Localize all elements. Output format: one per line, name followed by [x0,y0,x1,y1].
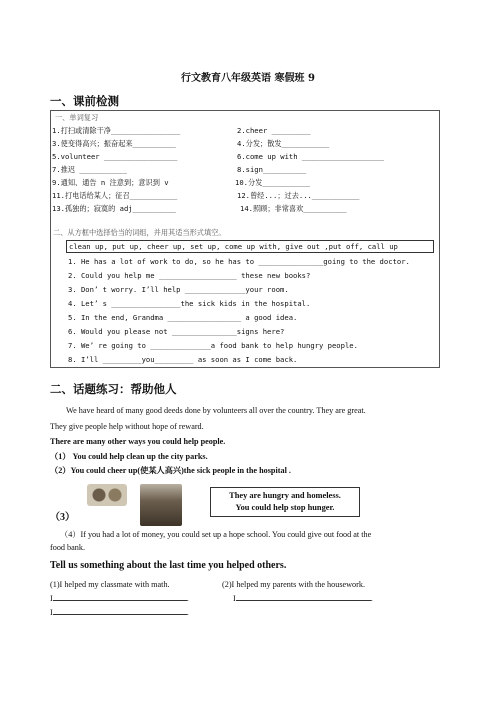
answer-prefix: I [50,594,53,603]
fill-sentence: 2. Could you help me __________________ these new books? [68,271,311,280]
answer-period: . [186,594,189,603]
vocab-item: 10.分发___________ [235,178,310,187]
hunger-callout [210,487,360,517]
answer-blank[interactable] [53,614,187,615]
answer-period: . [370,594,373,603]
vocab-item: 5.volunteer _________________ [52,152,178,161]
fill-sentence: 6. Would you please not _______________signs here? [68,327,285,336]
hungry-people-photo [87,484,127,506]
answer-period: . [186,608,189,617]
vocab-item: 9.通知、通告 n 注意到；意识到 v [52,178,169,187]
intro-text: We have heard of many good deeds done by volunteers all over the country. They are great. [66,406,366,415]
fill-sentence: 8. I’ll _________you_________ as soon as I come back. [68,355,298,364]
answer-blank[interactable] [53,600,187,601]
answer-line-2[interactable] [233,594,373,603]
point-3-label: （3） [50,512,75,523]
vocab-item: 7.推迟 ___________ [52,165,127,174]
vocab-item: 3.使变得高兴；振奋起来__________ [52,139,176,148]
fill-sentence: 3. Don’ t worry. I’ll help ______________your room. [68,285,289,294]
point-4-cont: food bank. [50,543,86,552]
example-2: (2)I helped my parents with the housework. [222,580,366,589]
ways-heading: There are many other ways you could help people. [50,437,226,446]
document-title: 行文教育八年级英语 寒假班 9 [181,73,315,84]
vocab-item: 1.打扫或清除干净________________ [52,126,181,135]
answer-line-3[interactable] [50,608,189,617]
point-4: （4）If you had a lot of money, you could set up a hope school. You could give out food at the [60,530,372,539]
answer-blank[interactable] [236,600,371,601]
answer-line-1[interactable] [50,594,189,603]
vocab-item: 4.分发；散发___________ [237,139,330,148]
fill-sentence: 4. Let’ s ________________the sick kids in the hospital. [68,299,311,308]
vocab-item: 11.打电话给某人；征召___________ [52,191,178,200]
callout-line: They are hungry and homeless. [229,491,341,500]
vocab-item: 14.照顾；非常喜欢__________ [240,204,347,213]
homeless-children-photo [140,484,182,526]
fill-sentence: 1. He has a lot of work to do, so he has to _______________going to the doctor. [68,257,410,266]
vocab-item: 2.cheer _________ [237,126,311,135]
point-1: （1） You could help clean up the city parks. [50,452,208,461]
tell-heading: Tell us something about the last time you helped others. [50,560,287,571]
vocab-heading: 一、单词复习 [55,113,99,122]
word-box-phrases: clean up, put up, cheer up, set up, come up with, give out ,put off, call up [69,242,398,251]
vocab-item: 13.孤独的；寂寞的 adj__________ [52,204,176,213]
answer-prefix: I [50,608,53,617]
fill-heading: 二、从方框中选择恰当的词组，并用其适当形式填空。 [53,228,226,237]
intro-text: They give people help without hope of reward. [50,422,204,431]
fill-sentence: 7. We’ re going to ______________a food bank to help hungry people. [68,341,358,350]
callout-line: You could help stop hunger. [235,503,335,512]
fill-sentence: 5. In the end, Grandma _________________ a good idea. [68,313,298,322]
vocab-item: 6.come up with ___________________ [237,152,385,161]
answer-prefix: I [233,594,236,603]
example-1: (1)I helped my classmate with math. [50,580,170,589]
vocab-item: 8.sign__________ [237,165,307,174]
point-2: （2）You could cheer up(使某人高兴)the sick people in the hospital . [50,466,291,475]
section-heading-pretest: 一、课前检测 [50,94,119,108]
vocab-item: 12.曾经...；过去...___________ [237,191,360,200]
section-heading-topic: 二、话题练习：帮助他人 [50,382,177,396]
